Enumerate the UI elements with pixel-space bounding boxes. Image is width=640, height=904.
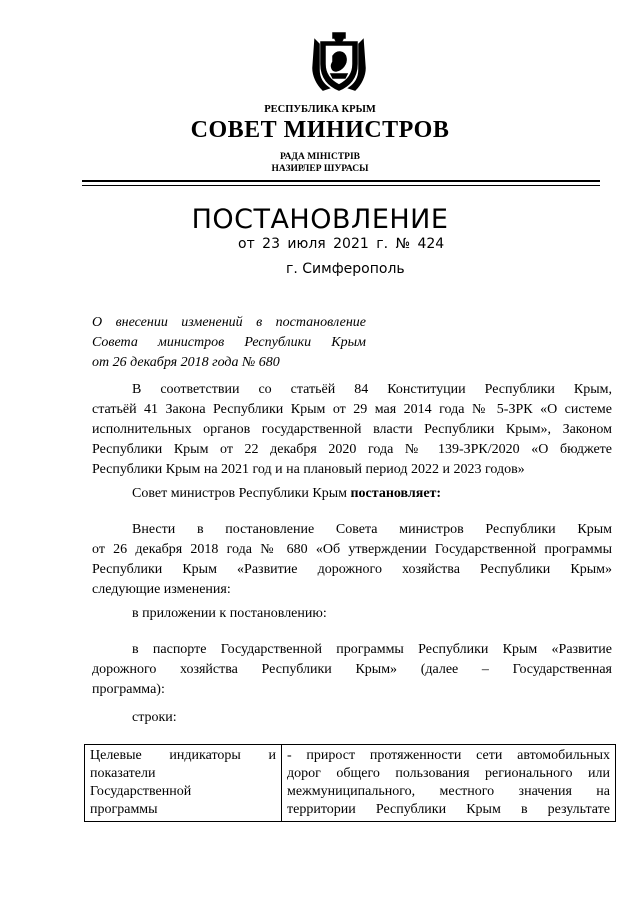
resolves-bold: постановляет: [350,486,442,501]
cell-line: территории Республики Крым в результате [287,802,610,817]
cell-line: Государственной [90,784,192,799]
crimea-coat-of-arms-emblem [309,30,369,94]
paragraph-lines: строки: [132,710,177,725]
text-line: В соответствии со статьёй 84 Конституции Республики Крым, [132,382,612,397]
subject-line: от 26 декабря 2018 года № 680 [92,355,280,370]
decree-subject [92,313,366,373]
header-divider-thick [82,180,600,182]
text-line: Внести в постановление Совета министров Республики Крым [132,522,612,537]
text-line: Республики Крым от 22 декабря 2020 года № 139-ЗРК/2020 «О бюджете [92,442,612,457]
cell-line: - прирост протяженности сети автомобильных [287,748,610,763]
cell-line: дорог общего пользования регионального или [287,766,610,781]
text-line: Республики Крым на 2021 год и на плановый период 2022 и 2023 годов» [92,462,525,477]
text-line: статьёй 41 Закона Республики Крым от 29 мая 2014 года № 5-ЗРК «О системе [92,402,612,417]
table-row [85,745,616,822]
table-cell-value [282,745,616,822]
cell-line: показатели [90,766,156,781]
paragraph-amend [92,520,612,600]
text-line: следующие изменения: [92,582,231,597]
resolves-text: Совет министров Республики Крым [132,486,351,501]
paragraph-legal-basis [92,380,612,480]
council-name-ukrainian: РАДА МІНІСТРІВ [279,152,360,162]
subject-line: Совета министров Республики Крым [92,335,366,350]
text-line: от 26 декабря 2018 года № 680 «Об утверждении Государственной программы [92,542,612,557]
table-cell-label [85,745,282,822]
paragraph-annex: в приложении к постановлению: [132,606,327,621]
text-line: дорожного хозяйства Республики Крым» (далее – Государственная [92,662,612,677]
decree-city: г. Симферополь [286,261,405,277]
indicators-table [84,744,616,822]
paragraph-passport [92,640,612,700]
cell-line: Целевые индикаторы и [90,748,276,763]
text-line: Республики Крым «Развитие дорожного хозяйства Республики Крым» [92,562,612,577]
decree-date-number: от 23 июля 2021 г. № 424 [238,236,445,252]
decree-title: ПОСТАНОВЛЕНИЕ [191,204,449,235]
republic-name: РЕСПУБЛИКА КРЫМ [264,104,376,115]
cell-line: программы [90,802,158,817]
header-divider-thin [82,185,600,186]
text-line: в паспорте Государственной программы Республики Крым «Развитие [132,642,612,657]
text-line: исполнительных органов государственной власти Республики Крым», Законом [92,422,612,437]
council-name: СОВЕТ МИНИСТРОВ [190,117,450,143]
council-name-crimean-tatar: НАЗИРЛЕР ШУРАСЫ [271,164,369,174]
cell-line: межмуниципального, местного значения на [287,784,610,799]
text-line: программа): [92,682,165,697]
subject-line: О внесении изменений в постановление [92,315,366,330]
paragraph-resolves [132,486,441,502]
